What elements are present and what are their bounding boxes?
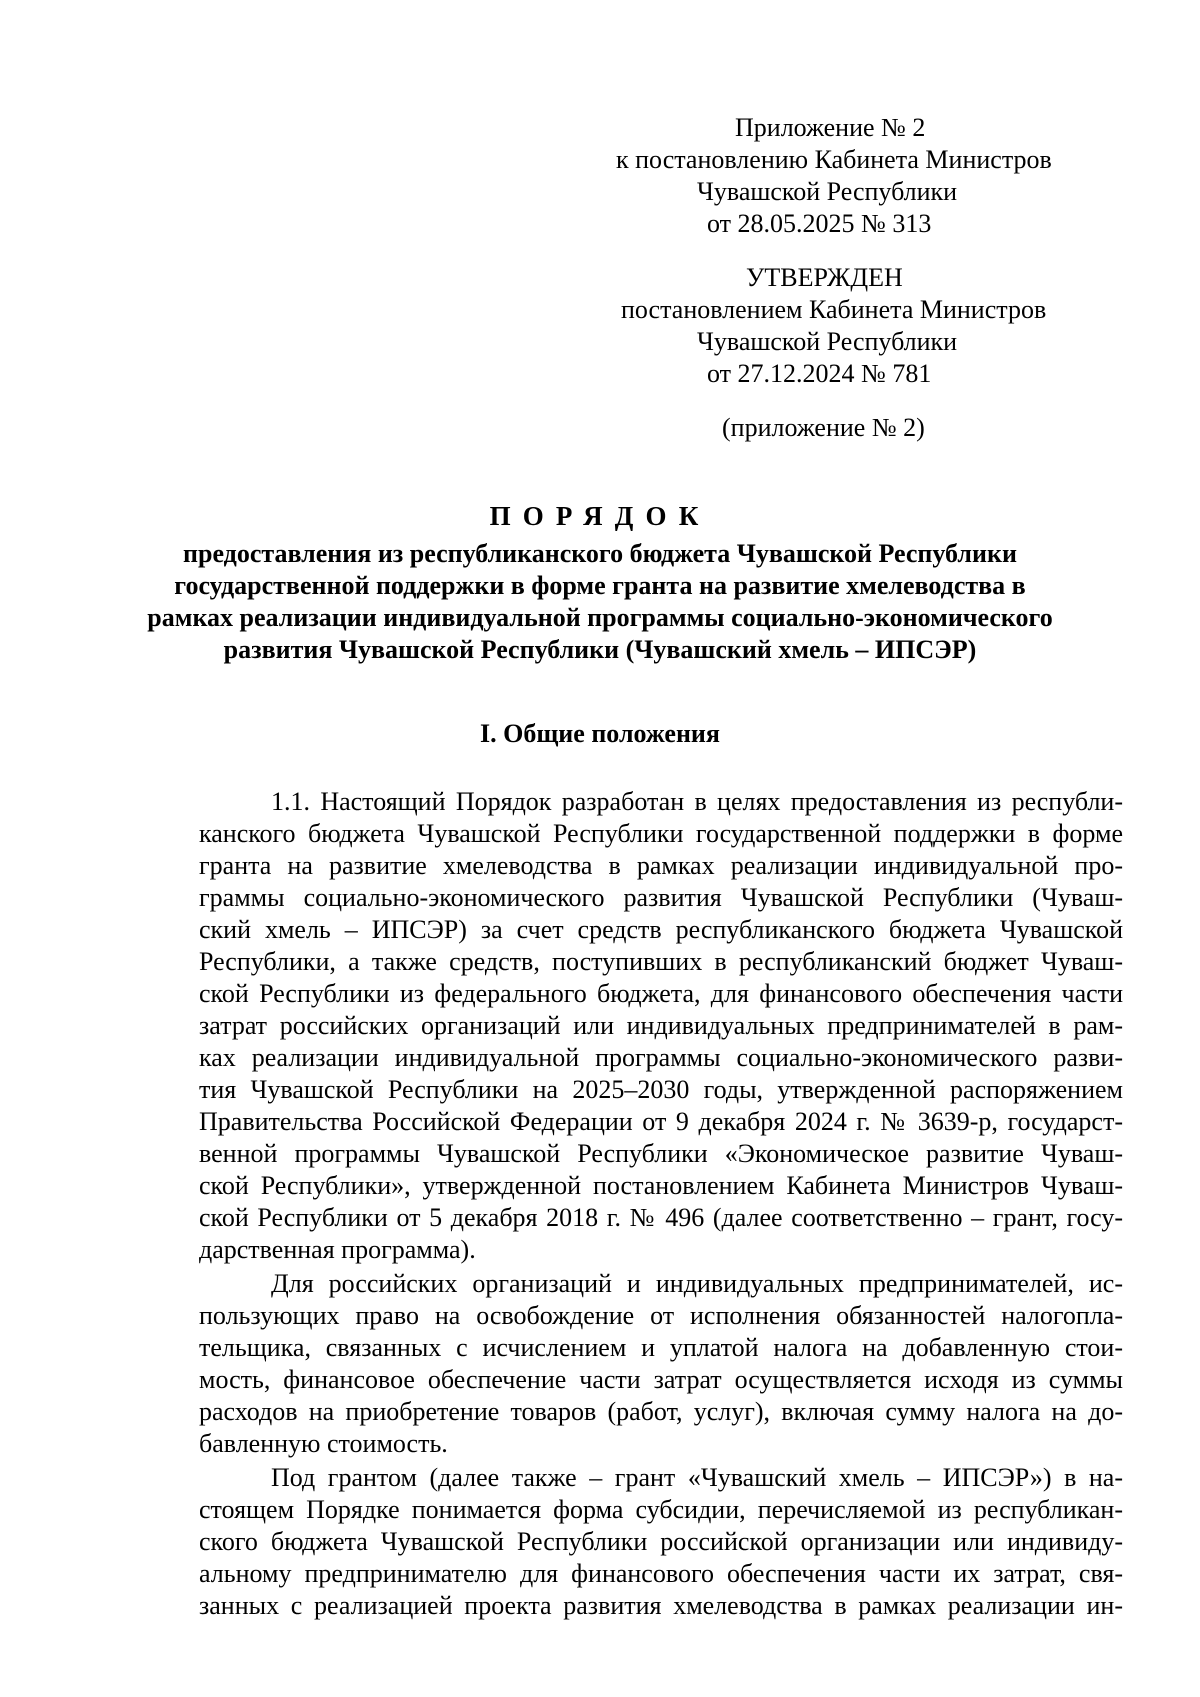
annex-republic: Чувашской Республики xyxy=(697,177,958,206)
paragraph-line: Под грантом (далее также – грант «Чувашский хмель – ИПСЭР») в на- xyxy=(271,1463,1123,1492)
paragraph-line: Для российских организаций и индивидуальных предпринимателей, ис- xyxy=(271,1269,1123,1298)
paragraph-line: мость, финансовое обеспечение части затрат осуществляется исходя из суммы xyxy=(199,1365,1123,1394)
annex-note: (приложение № 2) xyxy=(722,413,925,442)
approved-date-number: от 27.12.2024 № 781 xyxy=(707,359,932,388)
paragraph-line: альному предпринимателю для финансового обеспечения части их затрат, свя- xyxy=(199,1559,1123,1588)
paragraph-line: ского бюджета Чувашской Республики российской организации или индивиду- xyxy=(199,1527,1123,1556)
paragraph-line: тельщика, связанных с исчислением и уплатой налога на добавленную стои- xyxy=(199,1333,1123,1362)
paragraph-line: ский хмель – ИПСЭР) за счет средств республиканского бюджета Чувашской xyxy=(199,915,1123,944)
paragraph-line: Правительства Российской Федерации от 9 декабря 2024 г. № 3639-р, государст- xyxy=(199,1107,1123,1136)
approved-resolution-ref: постановлением Кабинета Министров xyxy=(621,295,1047,324)
annex-date-number: от 28.05.2025 № 313 xyxy=(707,209,932,238)
document-title: ПОРЯДОК xyxy=(489,501,711,531)
annex-resolution-ref: к постановлению Кабинета Министров xyxy=(616,145,1052,174)
subtitle-line: предоставления из республиканского бюджета Чувашской Республики xyxy=(183,539,1017,568)
approved-label: УТВЕРЖДЕН xyxy=(746,263,903,292)
subtitle-line: развития Чувашской Республики (Чувашский хмель – ИПСЭР) xyxy=(223,635,977,664)
paragraph-line: канского бюджета Чувашской Республики государственной поддержки в форме xyxy=(199,819,1123,848)
paragraph-line: гранта на развитие хмелеводства в рамках реализации индивидуальной про- xyxy=(199,851,1123,880)
paragraph-line: ской Республики от 5 декабря 2018 г. № 496 (далее соответственно – грант, госу- xyxy=(199,1203,1123,1232)
subtitle-line: рамках реализации индивидуальной программы социально-экономического xyxy=(147,603,1053,632)
paragraph-line: ках реализации индивидуальной программы социально-экономического разви- xyxy=(199,1043,1123,1072)
paragraph-line: дарственная программа). xyxy=(199,1235,476,1264)
paragraph-line: расходов на приобретение товаров (работ, услуг), включая сумму налога на до- xyxy=(199,1397,1123,1426)
paragraph-line: ской Республики из федерального бюджета, для финансового обеспечения части xyxy=(199,979,1123,1008)
paragraph-line: бавленную стоимость. xyxy=(199,1429,448,1458)
paragraph-line: пользующих право на освобождение от исполнения обязанностей налогопла- xyxy=(199,1301,1123,1330)
section-heading: I. Общие положения xyxy=(480,719,720,748)
paragraph-line: тия Чувашской Республики на 2025–2030 годы, утвержденной распоряжением xyxy=(199,1075,1123,1104)
subtitle-line: государственной поддержки в форме гранта на развитие хмелеводства в xyxy=(174,571,1026,600)
approved-republic: Чувашской Республики xyxy=(697,327,958,356)
paragraph-line: стоящем Порядке понимается форма субсидии, перечисляемой из республикан- xyxy=(199,1495,1123,1524)
paragraph-line: ской Республики», утвержденной постановлением Кабинета Министров Чуваш- xyxy=(199,1171,1123,1200)
paragraph-line: 1.1. Настоящий Порядок разработан в целях предоставления из республи- xyxy=(271,787,1123,816)
paragraph-line: затрат российских организаций или индивидуальных предпринимателей в рам- xyxy=(199,1011,1123,1040)
annex-number: Приложение № 2 xyxy=(735,113,926,142)
paragraph-line: занных с реализацией проекта развития хмелеводства в рамках реализации ин- xyxy=(199,1591,1123,1620)
paragraph-line: граммы социально-экономического развития Чувашской Республики (Чуваш- xyxy=(199,883,1123,912)
paragraph-line: Республики, а также средств, поступивших в республиканский бюджет Чуваш- xyxy=(199,947,1123,976)
paragraph-line: венной программы Чувашской Республики «Экономическое развитие Чуваш- xyxy=(199,1139,1123,1168)
document-subtitle xyxy=(140,538,1060,666)
